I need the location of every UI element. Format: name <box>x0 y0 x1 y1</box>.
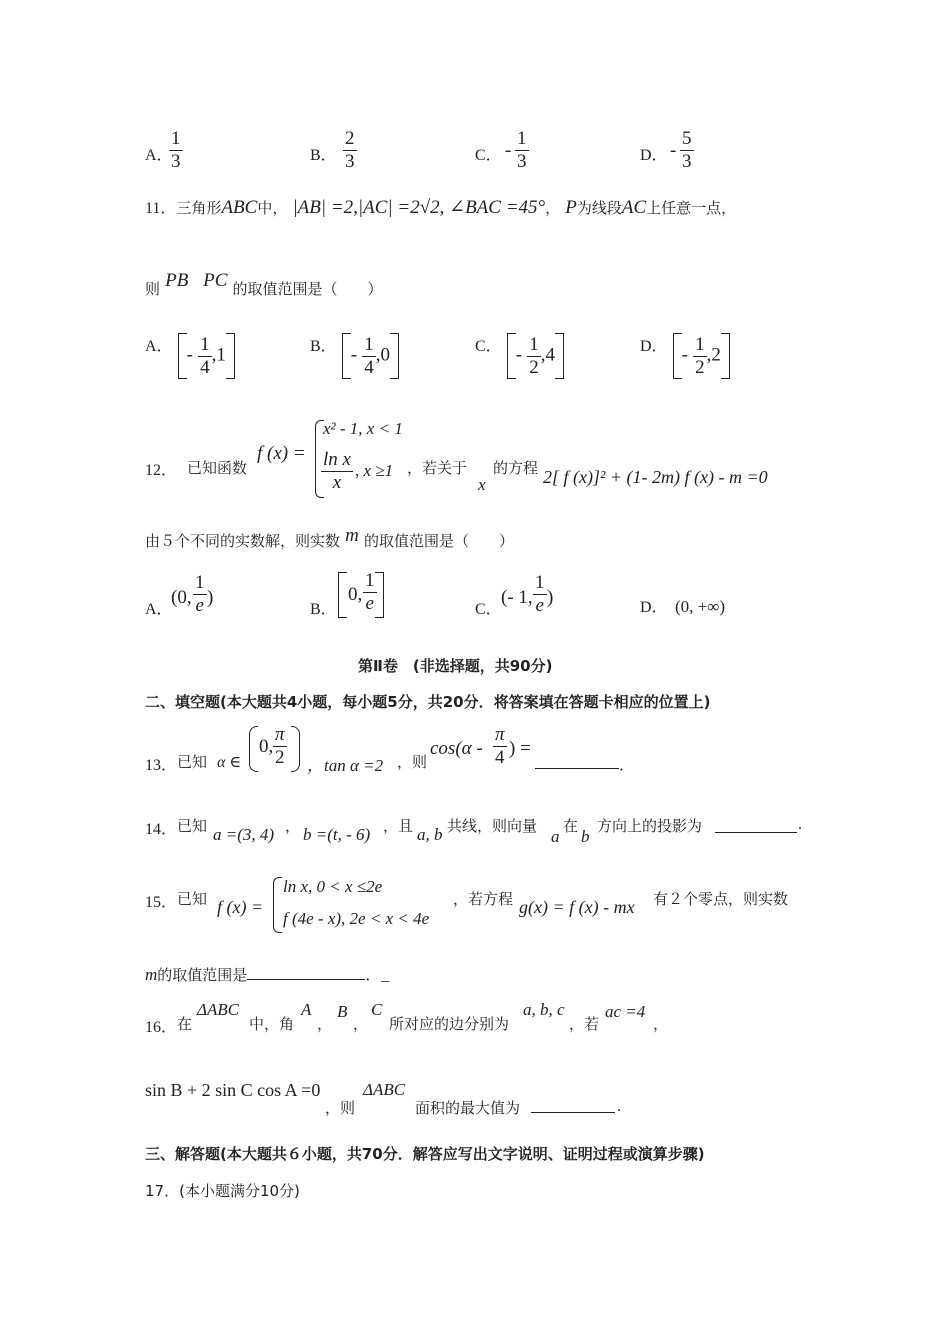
q11-d-label: D． <box>640 337 668 355</box>
bracket-left <box>338 572 347 618</box>
q15 <box>145 875 825 937</box>
q10-d-label: D． <box>640 147 668 164</box>
q14 <box>145 810 825 850</box>
section3-heading: 三、解答题(本大题共６小题，共70分．解答应写出文字说明、证明过程或演算步骤) <box>145 1145 705 1163</box>
q13-int: 0, <box>259 736 274 757</box>
q15-case1: ln x, 0 < x ≤2e <box>283 877 383 896</box>
q14-comma: ， <box>285 817 301 835</box>
q16-text2: 中，角 <box>249 1015 295 1033</box>
q13-tan: ，tan α =2 <box>307 756 384 775</box>
q12-line1 <box>145 415 805 500</box>
q12-m: m <box>345 525 359 546</box>
q14-ab: a, b <box>417 825 443 844</box>
q12-case2-frac: $\frac{\text{ln x}}{x}$ <box>323 449 351 493</box>
q11-b-tail: ,0 <box>375 344 390 366</box>
q16-end: . <box>617 1098 621 1115</box>
q14-text3: 共线，则向量 <box>447 817 538 835</box>
q15-g: g(x) = f (x) - mx <box>519 897 635 917</box>
q16-ac: ac =4 <box>605 1002 646 1021</box>
q11-text2: 中， <box>257 199 288 217</box>
q11-option-a <box>145 333 235 379</box>
q12-line2-suffix: 的取值范围是（ ） <box>363 532 514 550</box>
q11-a-label: A． <box>145 337 173 355</box>
q12-number: 12． <box>145 462 178 479</box>
q11-options <box>145 333 765 383</box>
bracket-left <box>178 333 187 379</box>
q11-option-c <box>475 333 564 379</box>
q11-line2 <box>145 270 383 300</box>
q14-b: b =(t, - 6) <box>303 825 371 844</box>
q16-text5: ，则 <box>325 1099 356 1117</box>
q16-C: C <box>371 1000 383 1019</box>
q16-text3: 所对应的边分别为 <box>389 1015 510 1033</box>
q11-c-sign: - <box>515 344 523 366</box>
q12-line2-text: 由５个不同的实数解，则实数 <box>145 532 341 550</box>
q11-c-label: C． <box>475 337 502 355</box>
q11-b-frac: $\frac{1}{4}$ <box>364 333 374 378</box>
bracket-right <box>555 333 564 379</box>
brace-icon <box>273 877 282 933</box>
q11-p: P <box>565 197 577 218</box>
q10-c-label: C． <box>475 147 502 164</box>
q11-line2-prefix: 则 <box>145 280 161 298</box>
q13-pi-frac: $\frac{\pi}{2}$ <box>275 724 285 768</box>
q12-c-v2: ) <box>547 587 554 608</box>
bracket-left <box>507 333 516 379</box>
paren-right <box>291 726 300 772</box>
q16-number: 16． <box>145 1019 178 1036</box>
q16-line2 <box>145 1078 825 1118</box>
q13 <box>145 722 645 777</box>
q10-b-value: $\frac{2}{3}$ <box>345 128 355 172</box>
q15-number: 15． <box>145 894 178 911</box>
q16-A: A <box>301 1000 312 1019</box>
q11-option-b <box>310 333 399 379</box>
q15-answer-blank[interactable] <box>247 965 365 980</box>
q12-b-v1: 0, <box>348 584 363 605</box>
q16-line1 <box>145 1000 825 1040</box>
q11-abc: ABC <box>221 197 258 218</box>
q10-a-value: $\frac{1}{3}$ <box>171 128 181 172</box>
q16-abc: a, b, c <box>523 1000 565 1019</box>
q15-end: ．_ <box>365 967 390 984</box>
bracket-right <box>226 333 235 379</box>
q13-answer-blank[interactable] <box>535 752 619 769</box>
q14-answer-blank[interactable] <box>715 816 797 833</box>
q11-pbpc: PB⃗PC <box>165 270 228 291</box>
paren-left <box>249 726 258 772</box>
q12-a-label: A． <box>145 601 173 618</box>
q11-text4: 为线段 <box>576 199 622 217</box>
bracket-right <box>375 572 384 618</box>
q16-equation: sin B + 2 sin C cos A =0 <box>145 1080 321 1100</box>
q16-text4: ，若 <box>569 1015 600 1033</box>
q11-c-frac: $\frac{1}{2}$ <box>529 333 539 378</box>
q12-text3: 的方程 <box>493 459 539 477</box>
q11-a-sign: - <box>186 344 193 366</box>
q14-vb: b <box>581 827 590 846</box>
q14-text2: ，且 <box>383 817 414 835</box>
section2-heading: 二、填空题(本大题共4小题，每小题5分，共20分．将答案填在答题卡相应的位置上) <box>145 693 711 711</box>
q12-line2 <box>145 525 514 552</box>
q11-d-tail: ,2 <box>706 344 721 366</box>
q11-ac: AC <box>621 197 647 218</box>
q15-case2: f (4e - x), 2e < x < 4e <box>283 909 430 928</box>
q11-text3: ， <box>545 199 561 217</box>
q11-option-d <box>640 333 730 379</box>
q13-end: ． <box>619 757 636 774</box>
q13-pi4-frac: $\frac{\pi}{4}$ <box>495 724 505 768</box>
q12-d-label: D． <box>640 599 668 616</box>
q10-options <box>145 128 765 178</box>
bracket-right <box>721 333 730 379</box>
q11-b-label: B． <box>310 337 337 355</box>
q14-number: 14． <box>145 821 178 838</box>
q11-line2-suffix: 的取值范围是（ ） <box>232 280 383 298</box>
q16-text1: 在 <box>177 1015 193 1033</box>
q12-a-frac: $\frac{1}{e}$ <box>195 572 205 616</box>
q11-c-tail: ,4 <box>540 344 555 366</box>
q14-text5: 方向上的投影为 <box>597 817 703 835</box>
q11-line1 <box>145 195 736 219</box>
q12-text1: 已知函数 <box>187 459 248 477</box>
q10-b-label: B． <box>310 147 337 164</box>
q14-text1: 已知 <box>177 817 208 835</box>
q12-a-v1: (0, <box>171 587 192 608</box>
q12-text2: ，若关于 <box>407 459 468 477</box>
q11-text1: 三角形 <box>176 199 222 217</box>
q15-line2 <box>145 962 389 985</box>
q12-fx: f (x) = <box>257 443 306 464</box>
q11-cond: |AB| =2,|AC| =2√2 <box>292 197 440 218</box>
q11-d-frac: $\frac{1}{2}$ <box>695 333 705 378</box>
q12-d-value: (0, +∞) <box>675 597 726 616</box>
q15-line2-text: 的取值范围是 <box>157 966 248 984</box>
q12-a-v2: ) <box>207 587 214 608</box>
q16-sep2: ， <box>353 1015 369 1033</box>
q13-text2: ，则 <box>397 753 428 771</box>
q13-eq: ) = <box>509 738 531 759</box>
q15-fx: f (x) = <box>217 897 264 917</box>
q16-text6: 面积的最大值为 <box>415 1099 521 1117</box>
q11-number: 11． <box>145 200 177 217</box>
q12-b-frac: $\frac{1}{e}$ <box>365 570 375 614</box>
q11-text5: 上任意一点， <box>646 199 737 217</box>
q12-options <box>145 570 765 625</box>
q16-B: B <box>337 1002 348 1021</box>
q10-d-value: $\frac{5}{3}$ <box>682 128 692 172</box>
q15-text1: 已知 <box>177 890 208 908</box>
q12-c-v1: (- 1, <box>501 587 533 608</box>
q11-d-sign: - <box>681 344 688 366</box>
q12-x: x <box>478 475 486 494</box>
q16-sep1: ， <box>317 1015 333 1033</box>
bracket-left <box>673 333 682 379</box>
q17-title: 17．(本小题满分10分) <box>145 1182 300 1200</box>
q15-m: m <box>145 965 158 984</box>
q12-equation: 2[ f (x)]² + (1- 2m) f (x) - m =0 <box>543 467 768 487</box>
q11-a-frac: $\frac{1}{4}$ <box>200 333 210 378</box>
q14-text4: 在 <box>563 817 579 835</box>
q11-b-sign: - <box>350 344 358 366</box>
q16-answer-blank[interactable] <box>531 1098 615 1113</box>
q13-number: 13． <box>145 757 178 774</box>
q10-d-sign: - <box>670 140 677 161</box>
q11-cond2: , ∠BAC =45° <box>439 197 546 218</box>
q14-a: a =(3, 4) <box>213 825 275 844</box>
q13-alpha: α ∈ <box>217 754 242 771</box>
q10-a-label: A． <box>145 147 173 164</box>
q11-a-tail: ,1 <box>211 344 226 366</box>
q16-tri: ΔABC <box>197 1000 240 1019</box>
q10-c-value: $\frac{1}{3}$ <box>517 128 527 172</box>
q12-case2-tail: , x ≥1 <box>355 461 394 480</box>
q12-b-label: B． <box>310 601 337 618</box>
q15-text3: 有２个零点，则实数 <box>653 890 789 908</box>
q15-text2: ，若方程 <box>453 890 514 908</box>
q16-tri2: ΔABC <box>363 1080 406 1099</box>
q12-case1: x² - 1, x < 1 <box>323 419 403 438</box>
q13-cos: cos(α - <box>430 738 483 759</box>
q12-c-frac: $\frac{1}{e}$ <box>535 572 545 616</box>
q14-va: a <box>551 827 560 846</box>
q12-c-label: C． <box>475 601 502 618</box>
section2-title: 第Ⅱ卷 (非选择题，共90分) <box>358 657 553 675</box>
q14-end: . <box>798 816 802 833</box>
bracket-right <box>390 333 399 379</box>
q13-text1: 已知 <box>177 753 208 771</box>
q10-c-sign: - <box>505 140 512 161</box>
bracket-left <box>342 333 351 379</box>
q16-comma: ， <box>653 1015 669 1033</box>
